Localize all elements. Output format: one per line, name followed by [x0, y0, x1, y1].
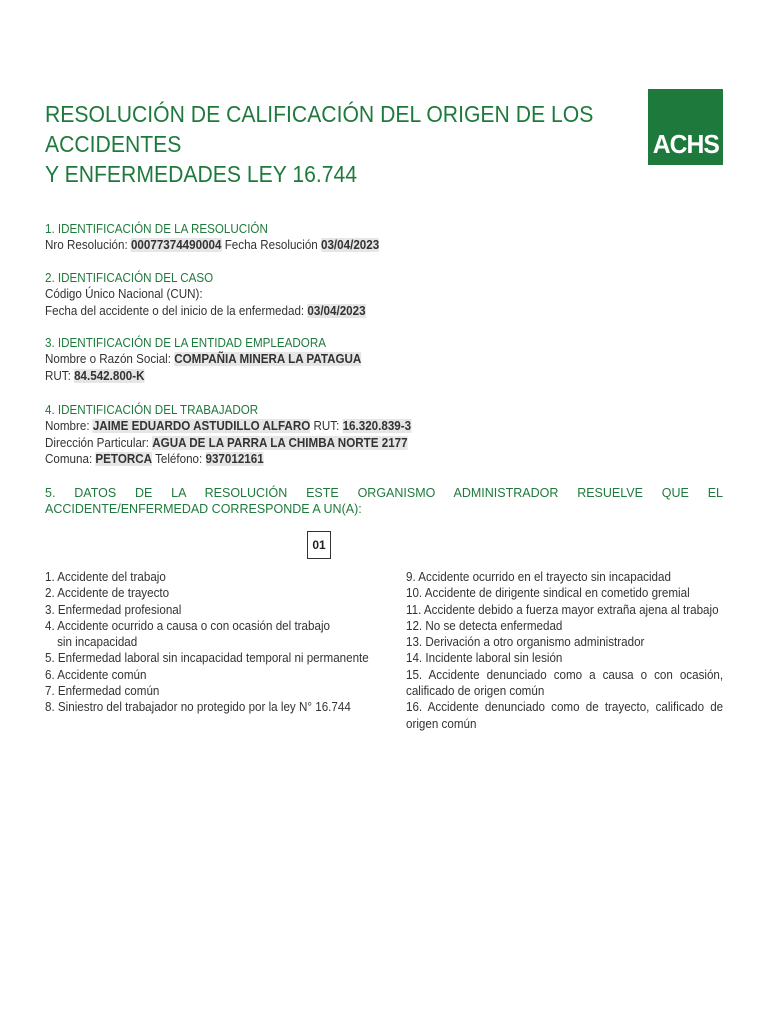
option-10: 10. Accidente de dirigente sindical en cometido gremial: [406, 586, 690, 601]
title-line-2: ACCIDENTES: [45, 131, 182, 157]
rut-trabajador-label: RUT:: [313, 419, 340, 434]
rut-empleador-label: RUT:: [45, 368, 71, 383]
section-trabajador: [45, 402, 723, 468]
section-2-heading: 2. IDENTIFICACIÓN DEL CASO: [45, 271, 214, 285]
resolucion-row: [45, 237, 676, 253]
section-resolucion: [45, 221, 723, 254]
comuna-row: [45, 451, 676, 467]
fecha-resolucion-label: Fecha Resolución: [224, 238, 318, 253]
razon-social-row: [45, 351, 676, 367]
options-left-column: [45, 569, 385, 716]
option-8: 8. Siniestro del trabajador no protegido por la ley N° 16.744: [45, 700, 351, 715]
resolution-code-box: 01: [307, 531, 331, 559]
direccion-row: [45, 435, 676, 451]
document-title: [45, 99, 594, 189]
option-16: 16. Accidente denunciado como de trayecto, calificado de origen común: [406, 700, 724, 731]
cun-label: Código Único Nacional (CUN):: [45, 287, 203, 302]
option-5: 5. Enfermedad laboral sin incapacidad temporal ni permanente: [45, 651, 369, 666]
section-1-heading: 1. IDENTIFICACIÓN DE LA RESOLUCIÓN: [45, 222, 268, 236]
razon-social-label: Nombre o Razón Social:: [45, 352, 172, 367]
direccion-value: AGUA DE LA PARRA LA CHIMBA NORTE 2177: [152, 435, 408, 450]
section-3-heading: 3. IDENTIFICACIÓN DE LA ENTIDAD EMPLEADORA: [45, 336, 327, 350]
option-13: 13. Derivación a otro organismo administrador: [406, 635, 645, 650]
fecha-resolucion-value: 03/04/2023: [321, 238, 380, 253]
direccion-label: Dirección Particular:: [45, 435, 150, 450]
option-11: 11. Accidente debido a fuerza mayor extraña ajena al trabajo: [406, 602, 719, 617]
fecha-accidente-label: Fecha del accidente o del inicio de la enfermedad:: [45, 303, 305, 318]
nro-resolucion-label: Nro Resolución:: [45, 238, 128, 253]
nombre-value: JAIME EDUARDO ASTUDILLO ALFARO: [92, 419, 311, 434]
option-3: 3. Enfermedad profesional: [45, 602, 182, 617]
nombre-label: Nombre:: [45, 419, 90, 434]
fecha-accidente-value: 03/04/2023: [307, 303, 366, 318]
fecha-accidente-row: [45, 303, 676, 319]
option-9: 9. Accidente ocurrido en el trayecto sin incapacidad: [406, 570, 671, 584]
option-14: 14. Incidente laboral sin lesión: [406, 651, 563, 666]
option-6: 6. Accidente común: [45, 667, 147, 682]
section-caso: [45, 270, 723, 319]
section-datos-resolucion: [45, 485, 723, 518]
options-right-column: [406, 569, 723, 732]
rut-trabajador-value: 16.320.839-3: [342, 419, 412, 434]
option-4: 4. Accidente ocurrido a causa o con ocasión del trabajo: [45, 618, 331, 633]
option-4-continuation: sin incapacidad: [57, 635, 138, 650]
comuna-label: Comuna:: [45, 452, 93, 467]
section-entidad-empleadora: [45, 335, 723, 384]
option-1: 1. Accidente del trabajo: [45, 570, 166, 584]
section-5-heading: 5. DATOS DE LA RESOLUCIÓN ESTE ORGANISMO ADMINISTRADOR RESUELVE QUE EL ACCIDENTE/ENFERMEDAD CORRESPONDE A UN(A):: [45, 486, 723, 517]
option-7: 7. Enfermedad común: [45, 684, 160, 699]
nro-resolucion-value: 00077374490004: [130, 238, 222, 253]
telefono-label: Teléfono:: [155, 452, 203, 467]
title-line-3: Y ENFERMEDADES LEY 16.744: [45, 161, 358, 187]
achs-logo: [648, 89, 723, 165]
option-12: 12. No se detecta enfermedad: [406, 618, 563, 633]
title-line-1: RESOLUCIÓN DE CALIFICACIÓN DEL ORIGEN DE LOS: [45, 101, 594, 127]
option-15: 15. Accidente denunciado como a causa o con ocasión, calificado de origen común: [406, 667, 724, 699]
comuna-value: PETORCA: [95, 452, 153, 467]
telefono-value: 937012161: [205, 452, 264, 467]
option-2: 2. Accidente de trayecto: [45, 586, 170, 601]
logo-text: ACHS: [652, 129, 719, 159]
rut-empleador-row: [45, 368, 676, 384]
razon-social-value: COMPAÑIA MINERA LA PATAGUA: [174, 352, 362, 367]
section-4-heading: 4. IDENTIFICACIÓN DEL TRABAJADOR: [45, 403, 259, 417]
nombre-row: [45, 418, 676, 434]
rut-empleador-value: 84.542.800-K: [74, 368, 145, 383]
